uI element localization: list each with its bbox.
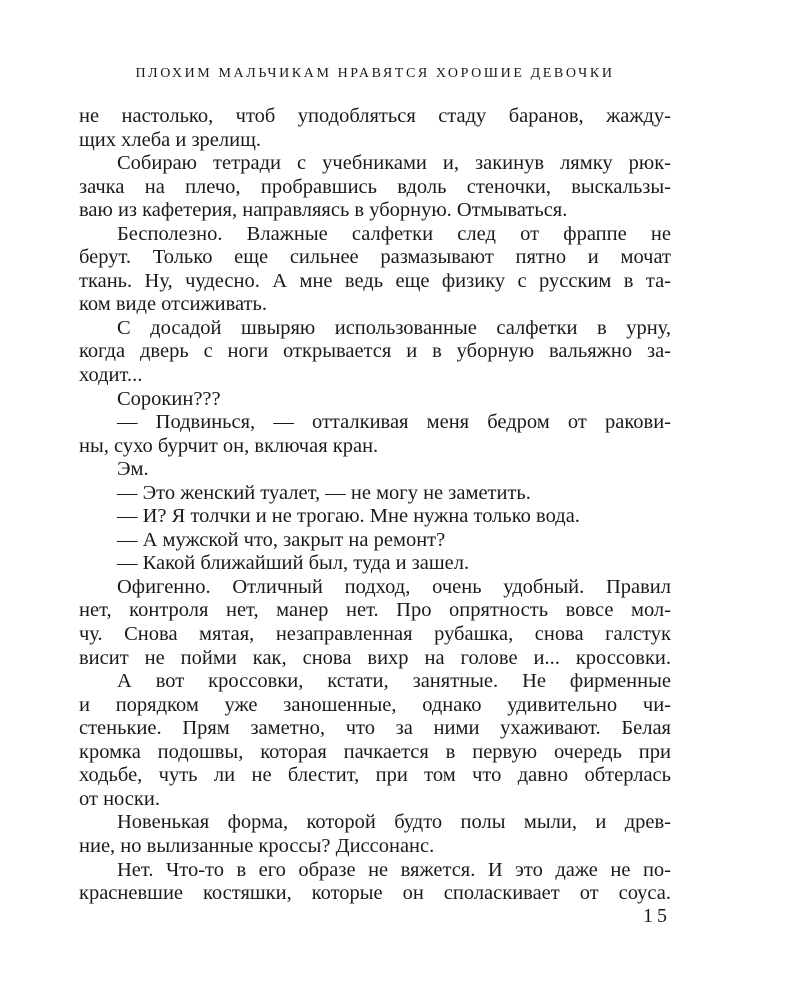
text-line: Офигенно. Отличный подход, очень удобный. Правил [117,575,671,598]
text-line: ны, сухо бурчит он, включая кран. [79,434,379,457]
text-line: кромка подошвы, которая пачкается в первую очередь при [79,740,671,763]
text-line: берут. Только еще сильнее размазывают пятно и мочат [79,246,671,269]
text-line: ходьбе, чуть ли не блестит, при том что давно обтерлась [79,764,671,787]
text-line: от носки. [79,787,160,810]
text-line: когда дверь с ноги открывается и в уборную вальяжно за- [79,340,671,363]
text-line: ком виде отсиживать. [79,293,267,316]
text-line: А вот кроссовки, кстати, занятные. Не фирменные [117,670,671,693]
text-line: и порядком уже заношенные, однако удивительно чи- [79,693,671,716]
text-line: щих хлеба и зрелищ. [79,128,262,151]
text-line: Сорокин??? [117,387,221,410]
text-line: нет, контроля нет, манер нет. Про опрятность вовсе мол- [79,599,671,622]
text-line: Бесполезно. Влажные салфетки след от фраппе не [117,222,671,245]
text-line: С досадой швыряю использованные салфетки в урну, [117,316,671,339]
text-line: — Это женский туалет, — не могу не заметить. [117,481,531,504]
text-line: — И? Я толчки и не трогаю. Мне нужна только вода. [117,505,580,528]
page-number: 15 [643,905,671,927]
text-line: — Подвинься, — отталкивая меня бедром от ракови- [117,411,671,434]
text-line: висит не пойми как, снова вихр на голове и... кроссовки. [79,646,671,669]
text-line: Собираю тетради с учебниками и, закинув лямку рюк- [117,152,671,175]
text-line: — А мужской что, закрыт на ремонт? [117,528,446,551]
text-line: ходит... [79,364,143,387]
text-line: ваю из кафетерия, направляясь в уборную. Отмываться. [79,199,568,222]
text-line: ние, но вылизанные кроссы? Диссонанс. [79,834,435,857]
text-line: — Какой ближайший был, туда и зашел. [117,552,470,575]
text-line: Нет. Что-то в его образе не вяжется. И это даже не по- [117,858,671,881]
text-line: не настолько, чтоб уподобляться стаду баранов, жажду- [79,105,671,127]
running-head: ПЛОХИМ МАЛЬЧИКАМ НРАВЯТСЯ ХОРОШИЕ ДЕВОЧКИ [135,66,615,81]
text-line: стенькие. Прям заметно, что за ними ухаживают. Белая [79,717,671,740]
text-line: чу. Снова мятая, незаправленная рубашка, снова галстук [79,623,671,646]
text-line: Новенькая форма, которой будто полы мыли, и древ- [117,811,671,834]
body-text [79,105,671,906]
text-line: зачка на плечо, пробравшись вдоль стеночки, выскальзы- [79,175,671,198]
text-line: красневшие костяшки, которые он споласкивает от соуса. [79,882,671,905]
text-line: Эм. [117,458,149,481]
text-line: ткань. Ну, чудесно. А мне ведь еще физику с русским в та- [79,269,671,292]
